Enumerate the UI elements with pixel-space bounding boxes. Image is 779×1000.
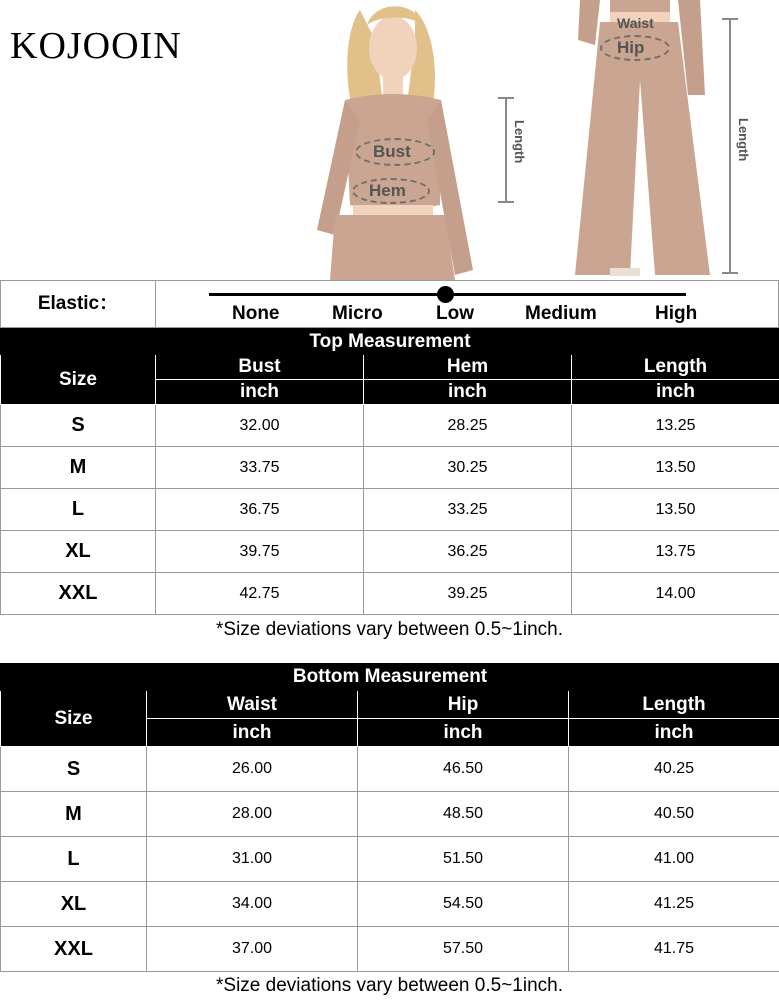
table-row — [1, 447, 779, 489]
value-cell: 41.00 — [569, 837, 779, 882]
top-col-bust: Bust — [156, 355, 364, 380]
value-cell: 39.75 — [156, 531, 364, 573]
hip-label: Hip — [617, 38, 645, 57]
top-size-note: *Size deviations vary between 0.5~1inch. — [216, 619, 563, 640]
value-cell: 37.00 — [147, 927, 358, 972]
top-unit-length: inch — [572, 380, 779, 405]
top-unit-bust: inch — [156, 380, 364, 405]
value-cell: 57.50 — [358, 927, 569, 972]
size-cell: L — [1, 837, 147, 882]
value-cell: 41.25 — [569, 882, 779, 927]
value-cell: 26.00 — [147, 747, 358, 792]
bottom-measurement-table — [0, 663, 779, 972]
value-cell: 40.25 — [569, 747, 779, 792]
table-row — [1, 531, 779, 573]
bust-label: Bust — [373, 142, 411, 161]
value-cell: 33.75 — [156, 447, 364, 489]
value-cell: 32.00 — [156, 405, 364, 447]
bottom-unit-waist: inch — [147, 719, 358, 747]
bottom-col-hip: Hip — [358, 691, 569, 719]
value-cell: 13.25 — [572, 405, 779, 447]
table-row — [1, 927, 779, 972]
size-cell: M — [1, 447, 156, 489]
bottom-size-note: *Size deviations vary between 0.5~1inch. — [216, 975, 563, 996]
bottom-length-line — [729, 18, 731, 273]
elastic-option-micro: Micro — [332, 303, 383, 324]
bottom-col-length: Length — [569, 691, 779, 719]
value-cell: 39.25 — [364, 573, 572, 615]
top-length-cap-bottom — [498, 201, 514, 203]
size-cell: XXL — [1, 573, 156, 615]
elastic-option-medium: Medium — [525, 303, 597, 324]
value-cell: 51.50 — [358, 837, 569, 882]
size-cell: XL — [1, 531, 156, 573]
value-cell: 36.75 — [156, 489, 364, 531]
elastic-selected-marker — [437, 286, 454, 303]
size-cell: M — [1, 792, 147, 837]
value-cell: 33.25 — [364, 489, 572, 531]
bottom-length-label: Length — [736, 118, 751, 162]
value-cell: 31.00 — [147, 837, 358, 882]
size-cell: S — [1, 405, 156, 447]
value-cell: 13.50 — [572, 447, 779, 489]
table-row — [1, 405, 779, 447]
bottom-length-cap-bottom — [722, 272, 738, 274]
top-measurement-table — [0, 328, 779, 615]
value-cell: 13.50 — [572, 489, 779, 531]
table-row — [1, 792, 779, 837]
elastic-scale — [0, 280, 779, 328]
brand-logo: KOJOOIN — [10, 25, 182, 67]
value-cell: 46.50 — [358, 747, 569, 792]
table-row — [1, 489, 779, 531]
size-cell: XXL — [1, 927, 147, 972]
top-unit-hem: inch — [364, 380, 572, 405]
table-row — [1, 882, 779, 927]
bottom-unit-length: inch — [569, 719, 779, 747]
waist-label: Waist — [617, 15, 654, 31]
value-cell: 41.75 — [569, 927, 779, 972]
value-cell: 48.50 — [358, 792, 569, 837]
top-size-header: Size — [1, 355, 156, 405]
value-cell: 28.25 — [364, 405, 572, 447]
table-row — [1, 573, 779, 615]
table-row — [1, 837, 779, 882]
table-row — [1, 747, 779, 792]
top-length-label: Length — [512, 120, 527, 164]
value-cell: 54.50 — [358, 882, 569, 927]
top-col-hem: Hem — [364, 355, 572, 380]
value-cell: 28.00 — [147, 792, 358, 837]
elastic-label: Elastic： — [1, 281, 156, 327]
value-cell: 34.00 — [147, 882, 358, 927]
bottom-unit-hip: inch — [358, 719, 569, 747]
top-length-line — [505, 97, 507, 202]
top-table-title: Top Measurement — [1, 329, 779, 355]
size-cell: XL — [1, 882, 147, 927]
value-cell: 36.25 — [364, 531, 572, 573]
elastic-option-low: Low — [436, 303, 474, 324]
size-cell: S — [1, 747, 147, 792]
value-cell: 30.25 — [364, 447, 572, 489]
bottom-table-title: Bottom Measurement — [1, 664, 779, 691]
elastic-option-none: None — [232, 303, 280, 324]
value-cell: 42.75 — [156, 573, 364, 615]
size-cell: L — [1, 489, 156, 531]
elastic-option-high: High — [655, 303, 698, 324]
hem-label: Hem — [369, 181, 406, 200]
bottom-size-header: Size — [1, 691, 147, 747]
value-cell: 40.50 — [569, 792, 779, 837]
top-col-length: Length — [572, 355, 779, 380]
value-cell: 14.00 — [572, 573, 779, 615]
bottom-col-waist: Waist — [147, 691, 358, 719]
value-cell: 13.75 — [572, 531, 779, 573]
